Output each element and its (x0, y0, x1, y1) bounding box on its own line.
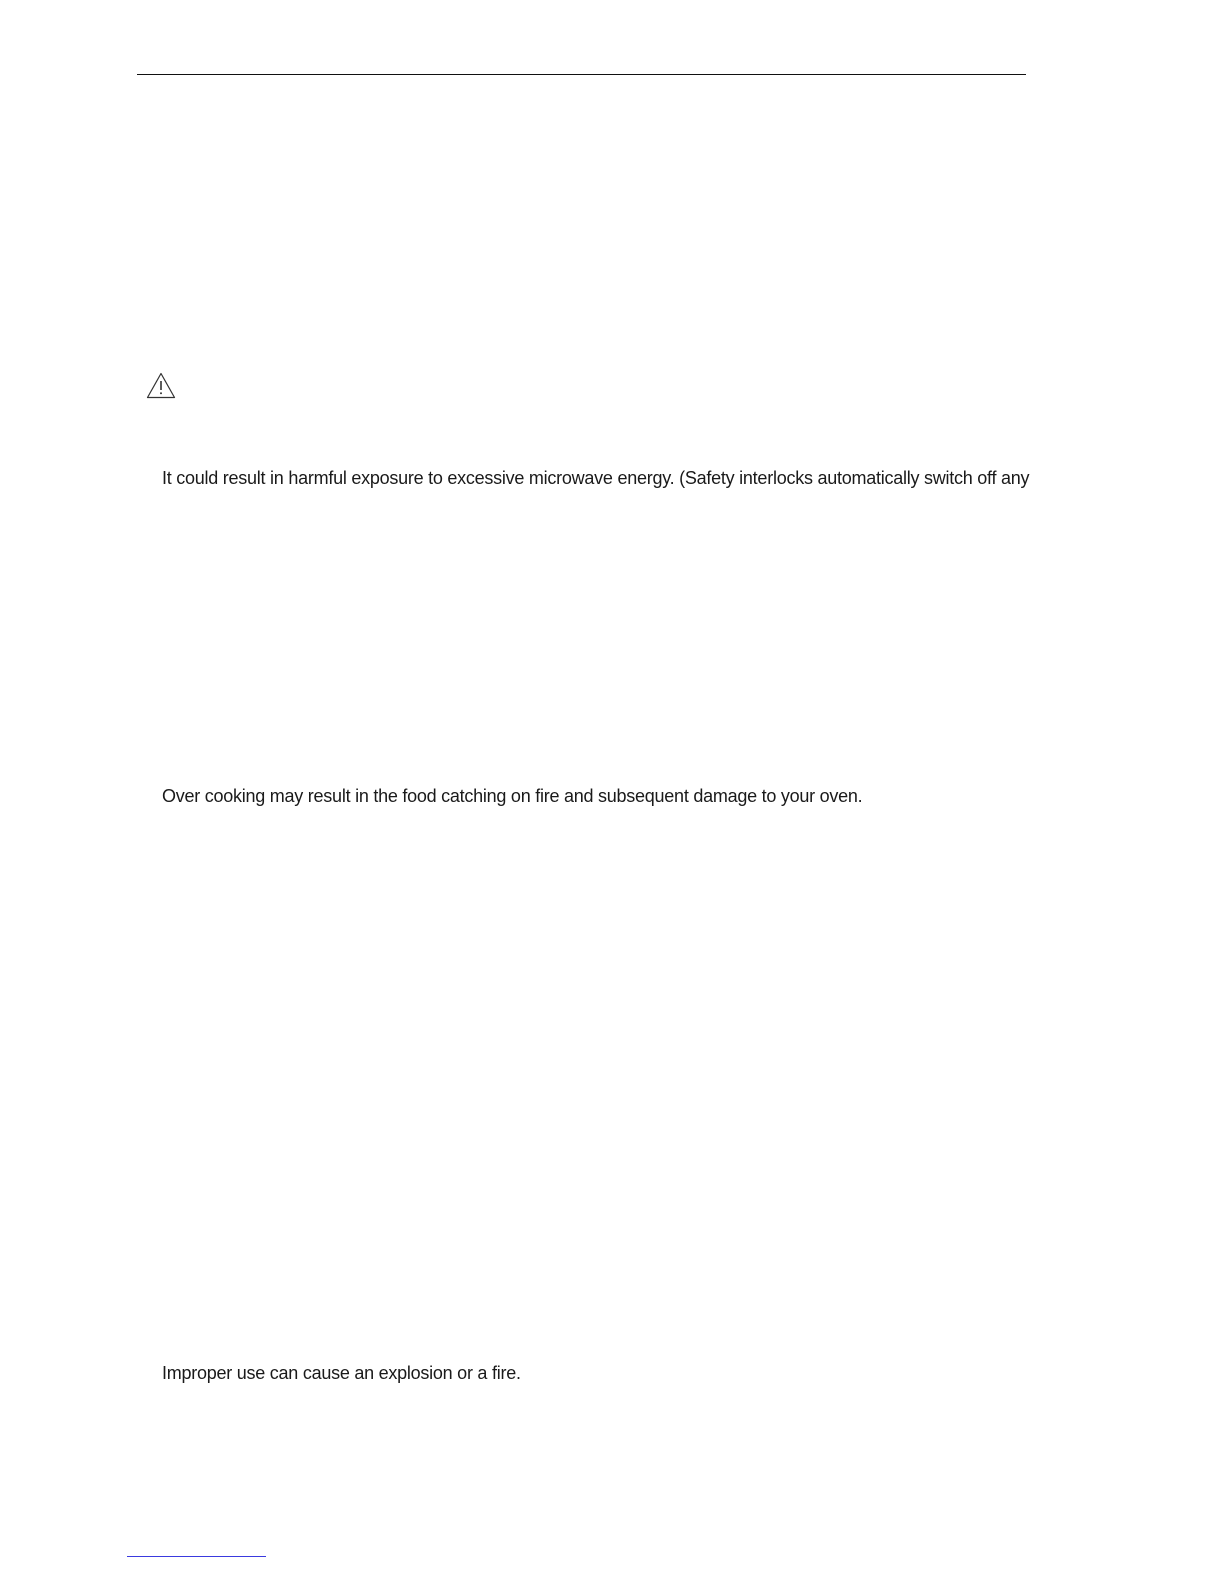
warning-text-microwave-exposure: It could result in harmful exposure to excessive microwave energy. (Safety interlocks automatically switch off any (162, 468, 1030, 488)
header-rule (137, 74, 1026, 75)
warning-text-improper-use: Improper use can cause an explosion or a fire. (162, 1363, 521, 1383)
footer-link-underline[interactable] (127, 1556, 266, 1557)
warning-text-over-cooking: Over cooking may result in the food catching on fire and subsequent damage to your oven. (162, 786, 863, 806)
warning-triangle-icon (146, 372, 176, 399)
